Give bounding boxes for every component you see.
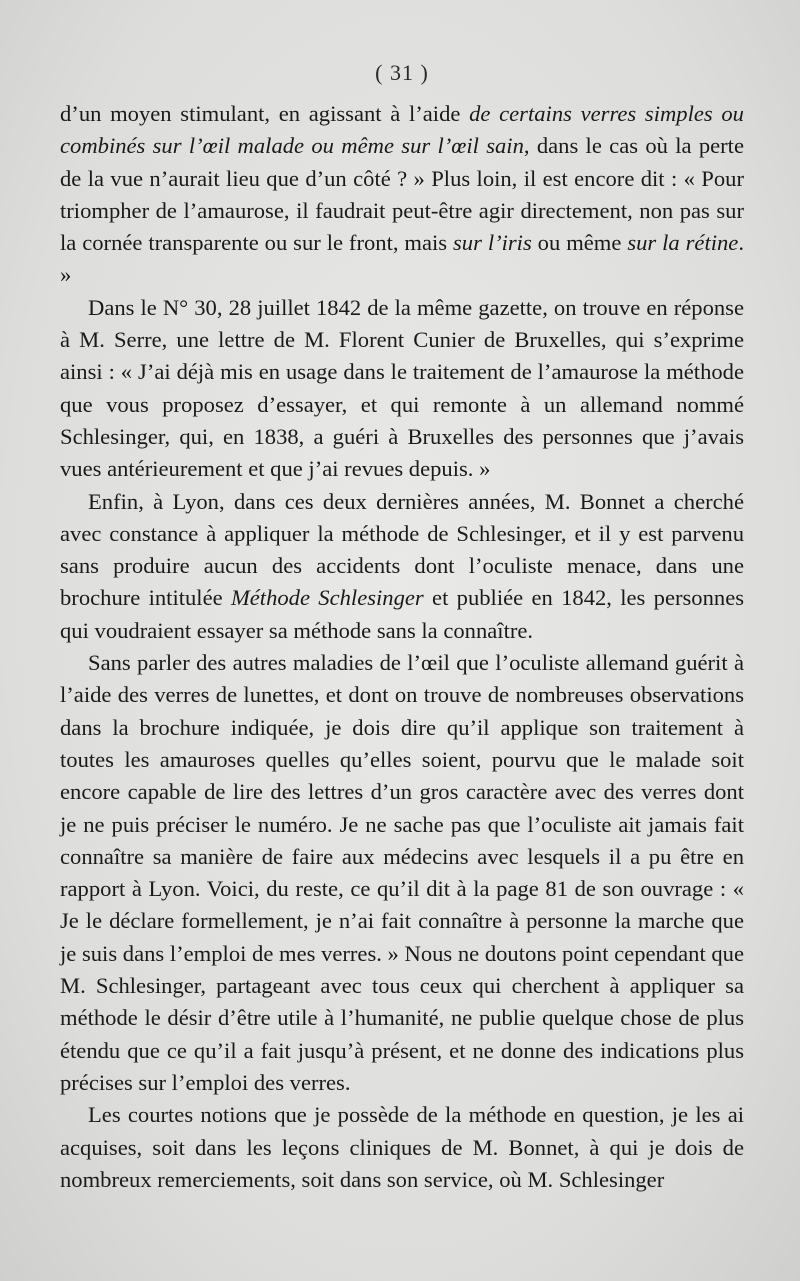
italic-text: sur l’iris — [453, 230, 532, 256]
italic-text: de certains verres simples ou combinés sur l’œil malade ou même sur l’œil sain — [60, 101, 744, 159]
text-run: Enfin, à Lyon, dans ces deux dernières années, M. Bonnet a cherché avec constance à appliquer la méthode de Schlesinger, et il y est parvenu sans produire aucun des accidents dont l’oculiste menace, dans une brochure intitulée — [60, 488, 744, 611]
text-run: Dans le N° 30, 28 juillet 1842 de la même gazette, on trouve en réponse à M. Serre, une lettre de M. Florent Cunier de Bruxelles, qui s’exprime ainsi : « J’ai déjà mis en usage dans le traitement de l’amaurose la méthode que vous proposez d’essayer, et qui remonte à un allemand nommé Schlesinger, qui, en 1838, a guéri à Bruxelles des personnes que j’avais vues antérieurement et que j’ai revues depuis. » — [60, 294, 744, 482]
text-run: Sans parler des autres maladies de l’œil que l’oculiste allemand guérit à l’aide des verres de lunettes, et dont on trouve de nombreuses observations dans la brochure indiquée, je dois dire qu’il applique son traitement à toutes les amauroses quelles qu’elles soient, pourvu que le malade soit encore capable de lire des lettres d’un gros caractère avec des verres dont je ne puis préciser le numéro. Je ne sache pas que l’oculiste ait jamais fait connaître sa manière de faire aux médecins avec lesquels il a pu être en rapport à Lyon. Voici, du reste, ce qu’il dit à la page 81 de son ouvrage : « Je le déclare formellement, je n’ai fait connaître à personne la marche que je suis dans l’emploi de mes verres. » Nous ne doutons point cependant que M. Schlesinger, partageant avec tous ceux qui cherchent à appliquer sa méthode le désir d’être utile à l’humanité, ne publie quelque chose de plus étendu que ce qu’il a fait jusqu’à présent, et ne donne des indications plus précises sur l’emploi des verres. — [60, 650, 744, 1095]
italic-text: Méthode Schlesinger — [230, 585, 424, 611]
text-run: Les courtes notions que je possède de la méthode en question, je les ai acquises, soit dans les leçons cliniques de M. Bonnet, à qui je dois de nombreux remerciements, soit dans son service, où M. Schlesinger — [60, 1102, 744, 1192]
paragraph — [60, 486, 744, 647]
paragraph — [60, 1099, 744, 1196]
text-run: , dans le cas où la perte de la vue n’aurait lieu que d’un côté ? » Plus loin, il est encore dit : « Pour triompher de l’amaurose, il faudrait peut-être agir directement, non pas sur la cornée transparente ou sur le front, mais — [60, 133, 744, 256]
text-run: d’un moyen stimulant, en agissant à l’aide — [60, 101, 470, 126]
page-number: ( 31 ) — [375, 60, 429, 85]
italic-text: sur la rétine — [627, 230, 739, 256]
text-run: et publiée en 1842, les personnes qui voudraient essayer sa méthode sans la connaître. — [60, 585, 745, 643]
text-run: ou même — [531, 230, 628, 256]
body-text — [60, 98, 744, 1196]
paragraph — [60, 292, 744, 486]
text-run: . » — [60, 230, 744, 288]
paragraph — [60, 98, 744, 292]
paragraph — [60, 647, 744, 1099]
